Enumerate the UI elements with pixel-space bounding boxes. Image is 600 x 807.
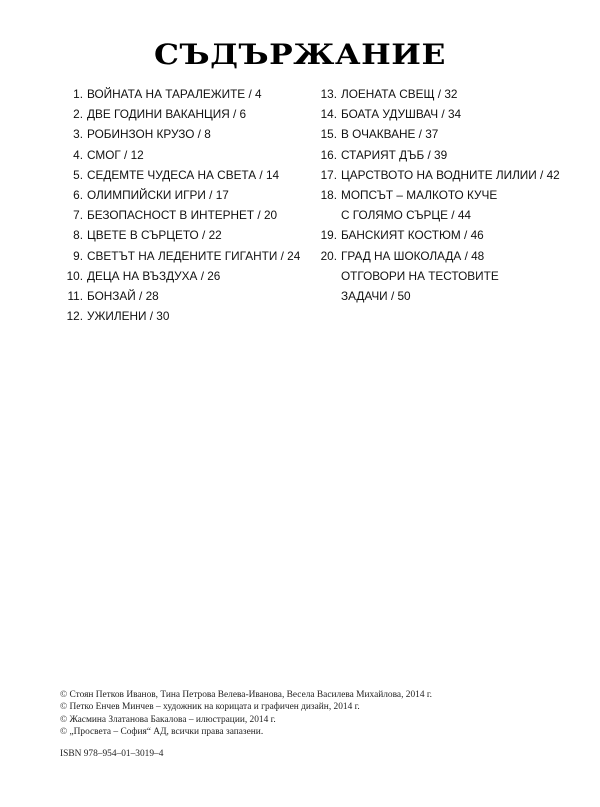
credit-line: © Жасмина Златанова Бакалова – илюстрации, 2014 г. [60, 714, 276, 725]
toc-entry-number: 7. [73, 208, 83, 223]
toc-entry [60, 165, 310, 185]
toc-entry [60, 286, 310, 306]
toc-entry [314, 104, 594, 124]
toc-entry [60, 306, 310, 326]
toc-entry-number: 18. [320, 187, 337, 202]
toc-entry [60, 205, 310, 225]
toc-entry-title: БОАТА УДУШВАЧ / 34 [341, 107, 462, 122]
toc-entry-title: БОНЗАЙ / 28 [87, 288, 159, 303]
toc-entry-number: 16. [320, 147, 337, 162]
toc-entry-number: 6. [73, 187, 83, 202]
toc-entry [314, 246, 594, 266]
toc-entry [314, 165, 594, 185]
toc-entry [60, 246, 310, 266]
toc-entry-title: УЖИЛЕНИ / 30 [87, 309, 170, 324]
toc-entry [60, 225, 310, 245]
credit-line: © Стоян Петков Иванов, Тина Петрова Велева-Иванова, Весела Василева Михайлова, 2014 г. [60, 690, 432, 700]
toc-entry [314, 185, 594, 205]
toc-entry-number: 1. [73, 87, 83, 101]
toc-entry-number: 8. [73, 228, 83, 243]
copyright-credits [60, 689, 580, 739]
toc-entry-title: ГРАД НА ШОКОЛАДА / 48 [341, 248, 485, 263]
toc-entry-number: 13. [320, 87, 337, 101]
toc-column-right [314, 84, 594, 306]
toc-entry-title: ОЛИМПИЙСКИ ИГРИ / 17 [87, 187, 229, 202]
toc-entry-number: 17. [320, 167, 337, 182]
toc-entry-title: МОПСЪТ – МАЛКОТО КУЧЕ [341, 187, 498, 202]
toc-entry [314, 225, 594, 245]
toc-entry-title: БАНСКИЯТ КОСТЮМ / 46 [341, 228, 484, 243]
toc-entry-number: 15. [320, 127, 337, 142]
toc-entry [314, 124, 594, 144]
toc-entry-title: ЗАДАЧИ / 50 [341, 288, 411, 303]
toc-entry-title: БЕЗОПАСНОСТ В ИНТЕРНЕТ / 20 [87, 208, 278, 223]
toc-entry-number: 20. [320, 248, 337, 263]
toc-entry-title: ВОЙНАТА НА ТАРАЛЕЖИТЕ / 4 [87, 87, 262, 101]
credit-line: © „Просвета – София“ АД, всички права запазени. [60, 727, 264, 738]
page-title: СЪДЪРЖАНИЕ [154, 38, 446, 71]
toc-entry-number: 12. [66, 309, 83, 324]
toc-entry-continuation [314, 205, 594, 225]
toc-entry [60, 185, 310, 205]
toc-column-left [60, 84, 310, 326]
toc-entry-title: ДВЕ ГОДИНИ ВАКАНЦИЯ / 6 [87, 107, 247, 122]
toc-entry-title: СЕДЕМТЕ ЧУДЕСА НА СВЕТА / 14 [87, 167, 280, 182]
toc-entry-number: 19. [320, 228, 337, 243]
toc-entry-number: 2. [73, 107, 83, 122]
toc-entry-number: 11. [67, 288, 83, 303]
toc-entry [60, 124, 310, 144]
toc-entry [60, 84, 310, 104]
toc-entry-number: 3. [73, 127, 83, 142]
toc-entry-number: 9. [73, 248, 83, 263]
toc-entry-title: ЛОЕНАТА СВЕЩ / 32 [341, 87, 458, 101]
toc-entry [60, 104, 310, 124]
toc-entry-continuation [314, 286, 594, 306]
isbn-number: ISBN 978–954–01–3019–4 [60, 749, 164, 759]
toc-entry-title: С ГОЛЯМО СЪРЦЕ / 44 [341, 208, 471, 223]
toc-entry-continuation [314, 266, 594, 286]
toc-entry-title: В ОЧАКВАНЕ / 37 [341, 127, 439, 142]
toc-entry [314, 145, 594, 165]
toc-entry-title: ЦВЕТЕ В СЪРЦЕТО / 22 [87, 228, 222, 243]
toc-entry-title: ОТГОВОРИ НА ТЕСТОВИТЕ [341, 268, 499, 283]
toc-entry [314, 84, 594, 104]
toc-entry-title: СВЕТЪТ НА ЛЕДЕНИТЕ ГИГАНТИ / 24 [87, 248, 301, 263]
toc-entry-title: СТАРИЯТ ДЪБ / 39 [341, 147, 448, 162]
toc-entry [60, 266, 310, 286]
toc-entry [60, 145, 310, 165]
toc-entry-title: РОБИНЗОН КРУЗО / 8 [87, 127, 211, 142]
toc-entry-number: 4. [73, 147, 83, 162]
toc-entry-title: СМОГ / 12 [87, 147, 144, 162]
toc-entry-number: 5. [73, 167, 83, 182]
toc-entry-title: ДЕЦА НА ВЪЗДУХА / 26 [87, 268, 221, 283]
toc-entry-title: ЦАРСТВОТО НА ВОДНИТЕ ЛИЛИИ / 42 [341, 167, 560, 182]
credit-line: © Петко Енчев Минчев – художник на корицата и графичен дизайн, 2014 г. [60, 702, 360, 713]
toc-entry-number: 14. [320, 107, 337, 122]
toc-entry-number: 10. [66, 268, 83, 283]
